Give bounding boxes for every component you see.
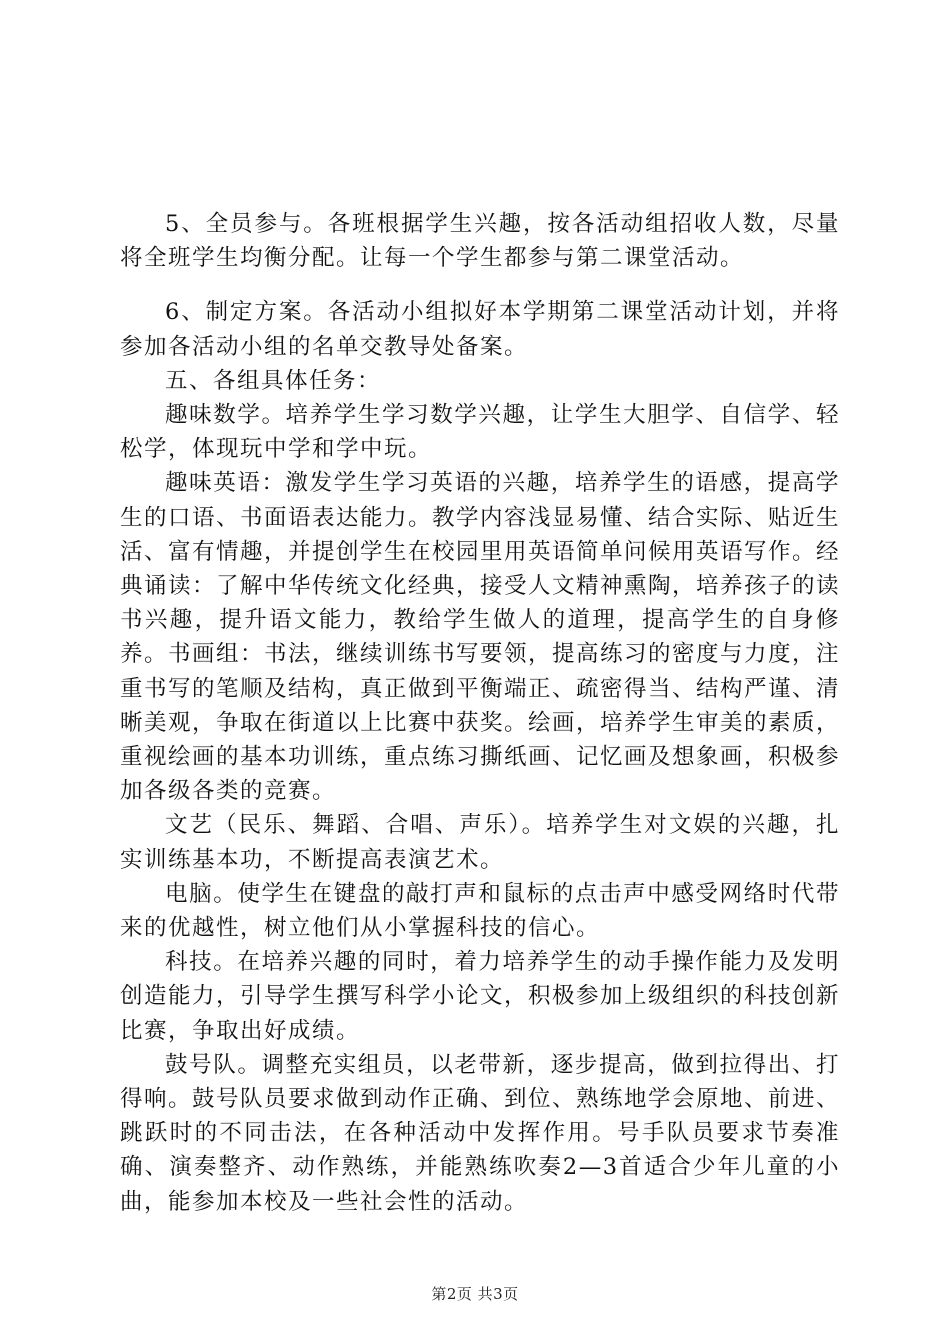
paragraph-fun-math: 趣味数学。培养学生学习数学兴趣，让学生大胆学、自信学、轻松学，体现玩中学和学中玩。 xyxy=(120,402,840,463)
paragraph-science: 科技。在培养兴趣的同时，着力培养学生的动手操作能力及发明创造能力，引导学生撰写科学小论文，积极参加上级组织的科技创新比赛，争取出好成绩。 xyxy=(120,949,841,1044)
section-heading-group-tasks: 五、各组具体任务： xyxy=(165,367,382,394)
paragraph-arts: 文艺（民乐、舞蹈、合唱、声乐）。培养学生对文娱的兴趣，扎实训练基本功，不断提高表演艺术。 xyxy=(120,812,840,873)
paragraph-computer: 电脑。使学生在键盘的敲打声和鼠标的点击声中感受网络时代带来的优越性，树立他们从小掌握科技的信心。 xyxy=(120,880,840,942)
document-body xyxy=(120,207,840,1219)
paragraph-make-plan: 6、制定方案。各活动小组拟好本学期第二课堂活动计划，并将参加各活动小组的名单交教导处备案。 xyxy=(120,299,840,360)
page-number-footer: 第2页 共3页 xyxy=(431,1285,519,1303)
paragraph-drum-band: 鼓号队。调整充实组员，以老带新，逐步提高，做到拉得出、打得响。鼓号队员要求做到动作正确、到位、熟练地学会原地、前进、跳跃时的不同击法，在各种活动中发挥作用。号手队员要求节奏准确、演奏整齐、动作熟练，并能熟练吹奏2—3首适合少年儿童的小曲，能参加本校及一些社会性的活动。 xyxy=(120,1051,841,1215)
paragraph-full-participation: 5、全员参与。各班根据学生兴趣，按各活动组招收人数，尽量将全班学生均衡分配。让每一个学生都参与第二课堂活动。 xyxy=(120,211,840,272)
paragraph-fun-english: 趣味英语：激发学生学习英语的兴趣，培养学生的语感，提高学生的口语、书面语表达能力。教学内容浅显易懂、结合实际、贴近生活、富有情趣，并提创学生在校园里用英语简单问候用英语写作。经典诵读：了解中华传统文化经典，接受人文精神熏陶，培养孩子的读书兴趣，提升语文能力，教给学生做人的道理，提高学生的自身修养。书画组：书法，继续训练书写要领，提高练习的密度与力度，注重书写的笔顺及结构，真正做到平衡端正、疏密得当、结构严谨、清晰美观，争取在街道以上比赛中获奖。绘画，培养学生审美的素质，重视绘画的基本功训练，重点练习撕纸画、记忆画及想象画，积极参加各级各类的竞赛。 xyxy=(120,470,841,805)
